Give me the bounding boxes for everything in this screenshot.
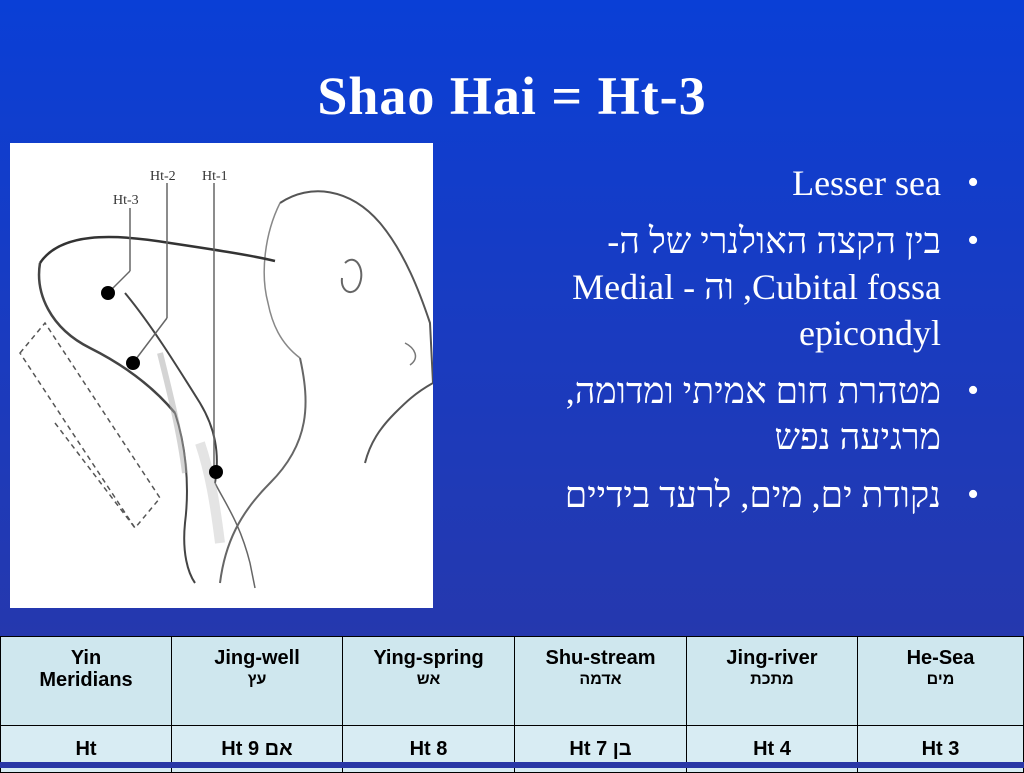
table-header-cell	[858, 637, 1024, 726]
header-label: Jing-river	[726, 647, 818, 669]
table-cell: Ht 8	[343, 726, 515, 773]
bullet-line: מטהרת חום אמיתי ומדומה,	[565, 371, 941, 411]
header-label: Ying-spring	[373, 647, 484, 669]
table-header-cell	[1, 637, 172, 726]
bullet-line: מרגיעה נפש	[774, 417, 941, 457]
bottom-strip	[0, 762, 1024, 768]
bullet-line: Medial - וה ,Cubital fossa	[572, 267, 941, 307]
header-label: Jing-well	[214, 647, 300, 669]
meridian-table	[0, 636, 1024, 773]
header-sub: עץ	[247, 671, 267, 688]
table-header-cell	[687, 637, 858, 726]
table-cell: Ht	[1, 726, 172, 773]
arm-drawing	[10, 143, 433, 608]
table-header-cell	[515, 637, 687, 726]
header-sub: אדמה	[579, 671, 622, 688]
ht2-label: Ht-2	[150, 169, 176, 184]
table-cell: Ht 7 בן	[515, 726, 687, 773]
header-sub: אש	[416, 671, 441, 688]
header-label: He-Sea	[906, 647, 975, 669]
bullet-text: נקודת ים, מים, לרעד בידיים	[564, 475, 941, 515]
header-label: Shu-stream	[545, 647, 656, 669]
table-header-cell	[172, 637, 343, 726]
header-sub: מתכת	[750, 671, 794, 688]
bullet-item	[455, 368, 985, 460]
ht3-label: Ht-3	[113, 193, 139, 208]
ht2-point	[126, 356, 140, 370]
bullet-list	[455, 160, 985, 530]
ht1-point	[209, 465, 223, 479]
arm-illustration	[10, 143, 433, 608]
table-header-cell	[343, 637, 515, 726]
slide-title: Shao Hai = Ht-3	[317, 66, 707, 126]
header-label: Yin Meridians	[39, 647, 133, 691]
bullet-line: epicondyl	[799, 313, 941, 353]
table-cell: Ht 3	[858, 726, 1024, 773]
ht1-label: Ht-1	[202, 169, 228, 184]
bullet-item	[455, 160, 985, 206]
bullet-line: בין הקצה האולנרי של ה-	[607, 221, 941, 261]
bullet-text: Lesser sea	[792, 163, 941, 203]
header-sub: מים	[926, 671, 955, 688]
bullet-item	[455, 472, 985, 518]
bullet-item	[455, 218, 985, 356]
table-cell: Ht 9 אם	[172, 726, 343, 773]
table-cell: Ht 4	[687, 726, 858, 773]
table-header-row	[1, 637, 1024, 726]
ht3-point	[101, 286, 115, 300]
